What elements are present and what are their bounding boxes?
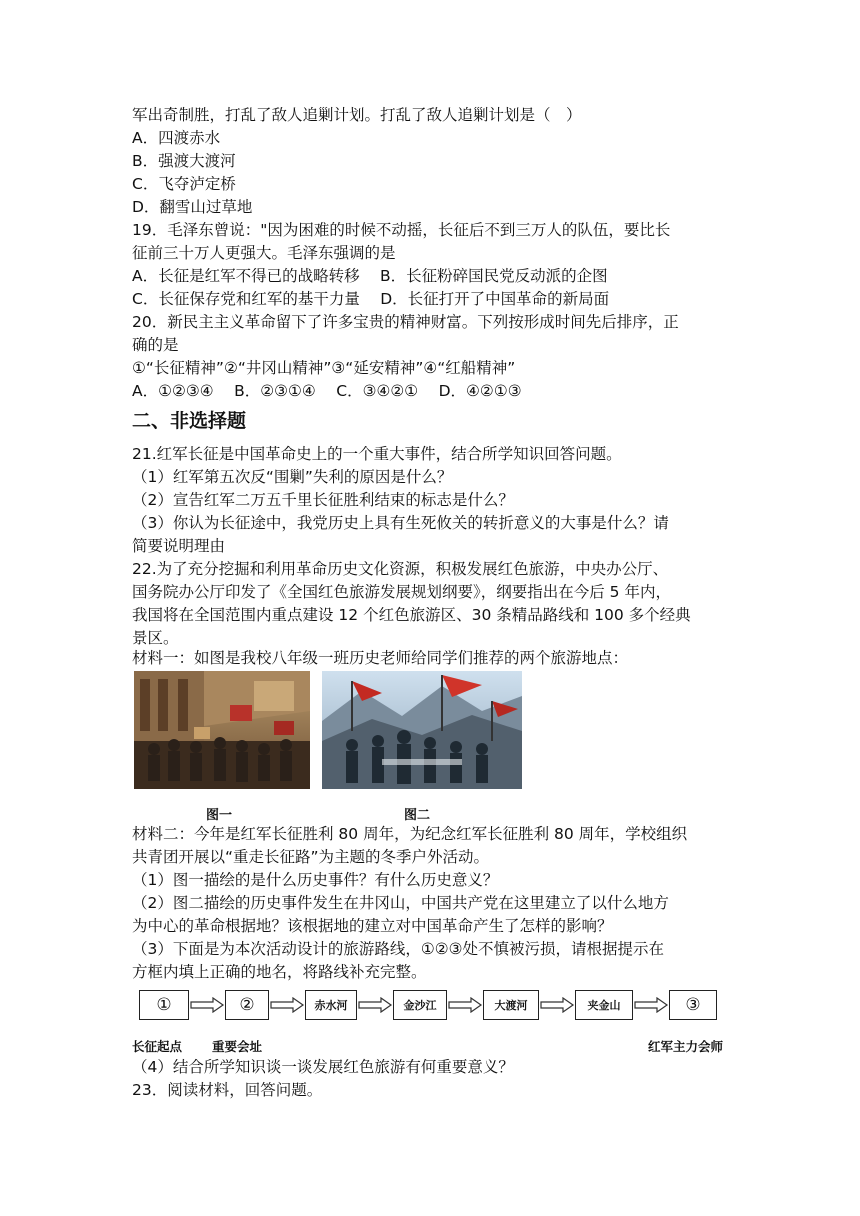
q22-material1: 材料一：如图是我校八年级一班历史老师给同学们推荐的两个旅游地点： [132, 649, 629, 667]
route-box-1: ① [139, 990, 189, 1020]
route-label-meeting: 重要会址 [212, 1039, 263, 1054]
q21-sub3-line1: （3）你认为长征途中，我党历史上具有生死攸关的转折意义的大事是什么？请 [132, 514, 669, 532]
route-box-3: ③ [669, 990, 717, 1020]
q21-stem: 21.红军长征是中国革命史上的一个重大事件，结合所学知识回答问题。 [132, 445, 622, 463]
q22-material2-line2: 共青团开展以“重走长征路”为主题的冬季户外活动。 [132, 848, 490, 866]
route-box-dadu-river: 大渡河 [483, 990, 539, 1020]
figure-1-image [134, 671, 310, 789]
q19-options-line2: C．长征保存党和红军的基干力量 D．长征打开了中国革命的新局面 [132, 290, 610, 308]
q20-stem-line2: 确的是 [132, 336, 179, 354]
figure-1-caption: 图一 [206, 808, 233, 823]
q20-items: ①“长征精神”②“井冈山精神”③“延安精神”④“红船精神” [132, 359, 516, 377]
figure-2-image [322, 671, 522, 789]
q19-options-line1: A．长征是红军不得已的战略转移 B．长征粉碎国民党反动派的企图 [132, 267, 608, 285]
route-box-2: ② [225, 990, 269, 1020]
q19-stem-line2: 征前三十万人更强大。毛泽东强调的是 [132, 244, 396, 262]
q18-stem-continuation: 军出奇制胜，打乱了敌人追剿计划。打乱了敌人追剿计划是（ ） [132, 106, 582, 124]
q22-stem-line3: 我国将在全国范围内重点建设 12 个红色旅游区、30 条精品路线和 100 多个经典 [132, 606, 691, 624]
q22-sub4: （4）结合所学知识谈一谈发展红色旅游有何重要意义？ [132, 1058, 514, 1076]
arrow-right-icon [539, 997, 575, 1013]
arrow-right-icon [633, 997, 669, 1013]
figure-2-caption: 图二 [404, 808, 431, 823]
q18-option-b: B．强渡大渡河 [132, 152, 236, 170]
q22-sub1: （1）图一描绘的是什么历史事件？有什么历史意义？ [132, 871, 499, 889]
q18-option-d: D．翻雪山过草地 [132, 198, 253, 216]
q22-sub2-line1: （2）图二描绘的历史事件发生在井冈山，中国共产党在这里建立了以什么地方 [132, 894, 669, 912]
q22-stem-line1: 22.为了充分挖掘和利用革命历史文化资源，积极发展红色旅游，中央办公厅、 [132, 560, 669, 578]
q22-sub3-line2: 方框内填上正确的地名，将路线补充完整。 [132, 963, 427, 981]
q18-option-c: C．飞夺泸定桥 [132, 175, 236, 193]
route-box-jiajin-mountain: 夹金山 [575, 990, 633, 1020]
section-heading-non-choice: 二、非选择题 [132, 410, 247, 432]
arrow-right-icon [269, 997, 305, 1013]
route-box-jinsha-river: 金沙江 [393, 990, 447, 1020]
q21-sub3-line2: 简要说明理由 [132, 537, 226, 555]
q18-option-a: A．四渡赤水 [132, 129, 221, 147]
q22-sub3-line1: （3）下面是为本次活动设计的旅游路线，①②③处不慎被污损，请根据提示在 [132, 940, 665, 958]
route-box-chishui-river: 赤水河 [305, 990, 357, 1020]
q20-options: A．①②③④ B．②③①④ C．③④②① D．④②①③ [132, 382, 522, 400]
q23-stem: 23．阅读材料，回答问题。 [132, 1081, 323, 1099]
arrow-right-icon [447, 997, 483, 1013]
arrow-right-icon [189, 997, 225, 1013]
route-label-start: 长征起点 [132, 1039, 183, 1054]
q22-stem-line2: 国务院办公厅印发了《全国红色旅游发展规划纲要》，纲要指出在今后 5 年内， [132, 583, 671, 601]
q22-material2-line1: 材料二：今年是红军长征胜利 80 周年，为纪念红军长征胜利 80 周年，学校组织 [132, 825, 688, 843]
q21-sub1: （1）红军第五次反“围剿”失利的原因是什么？ [132, 468, 453, 486]
q21-sub2: （2）宣告红军二万五千里长征胜利结束的标志是什么？ [132, 491, 514, 509]
q22-stem-line4: 景区。 [132, 629, 179, 647]
route-label-rendezvous: 红军主力会师 [648, 1039, 724, 1054]
q19-stem-line1: 19．毛泽东曾说："因为困难的时候不动摇，长征后不到三万人的队伍，要比长 [132, 221, 671, 239]
q22-sub2-line2: 为中心的革命根据地？该根据地的建立对中国革命产生了怎样的影响？ [132, 917, 613, 935]
arrow-right-icon [357, 997, 393, 1013]
q20-stem-line1: 20．新民主主义革命留下了许多宝贵的精神财富。下列按形成时间先后排序，正 [132, 313, 679, 331]
